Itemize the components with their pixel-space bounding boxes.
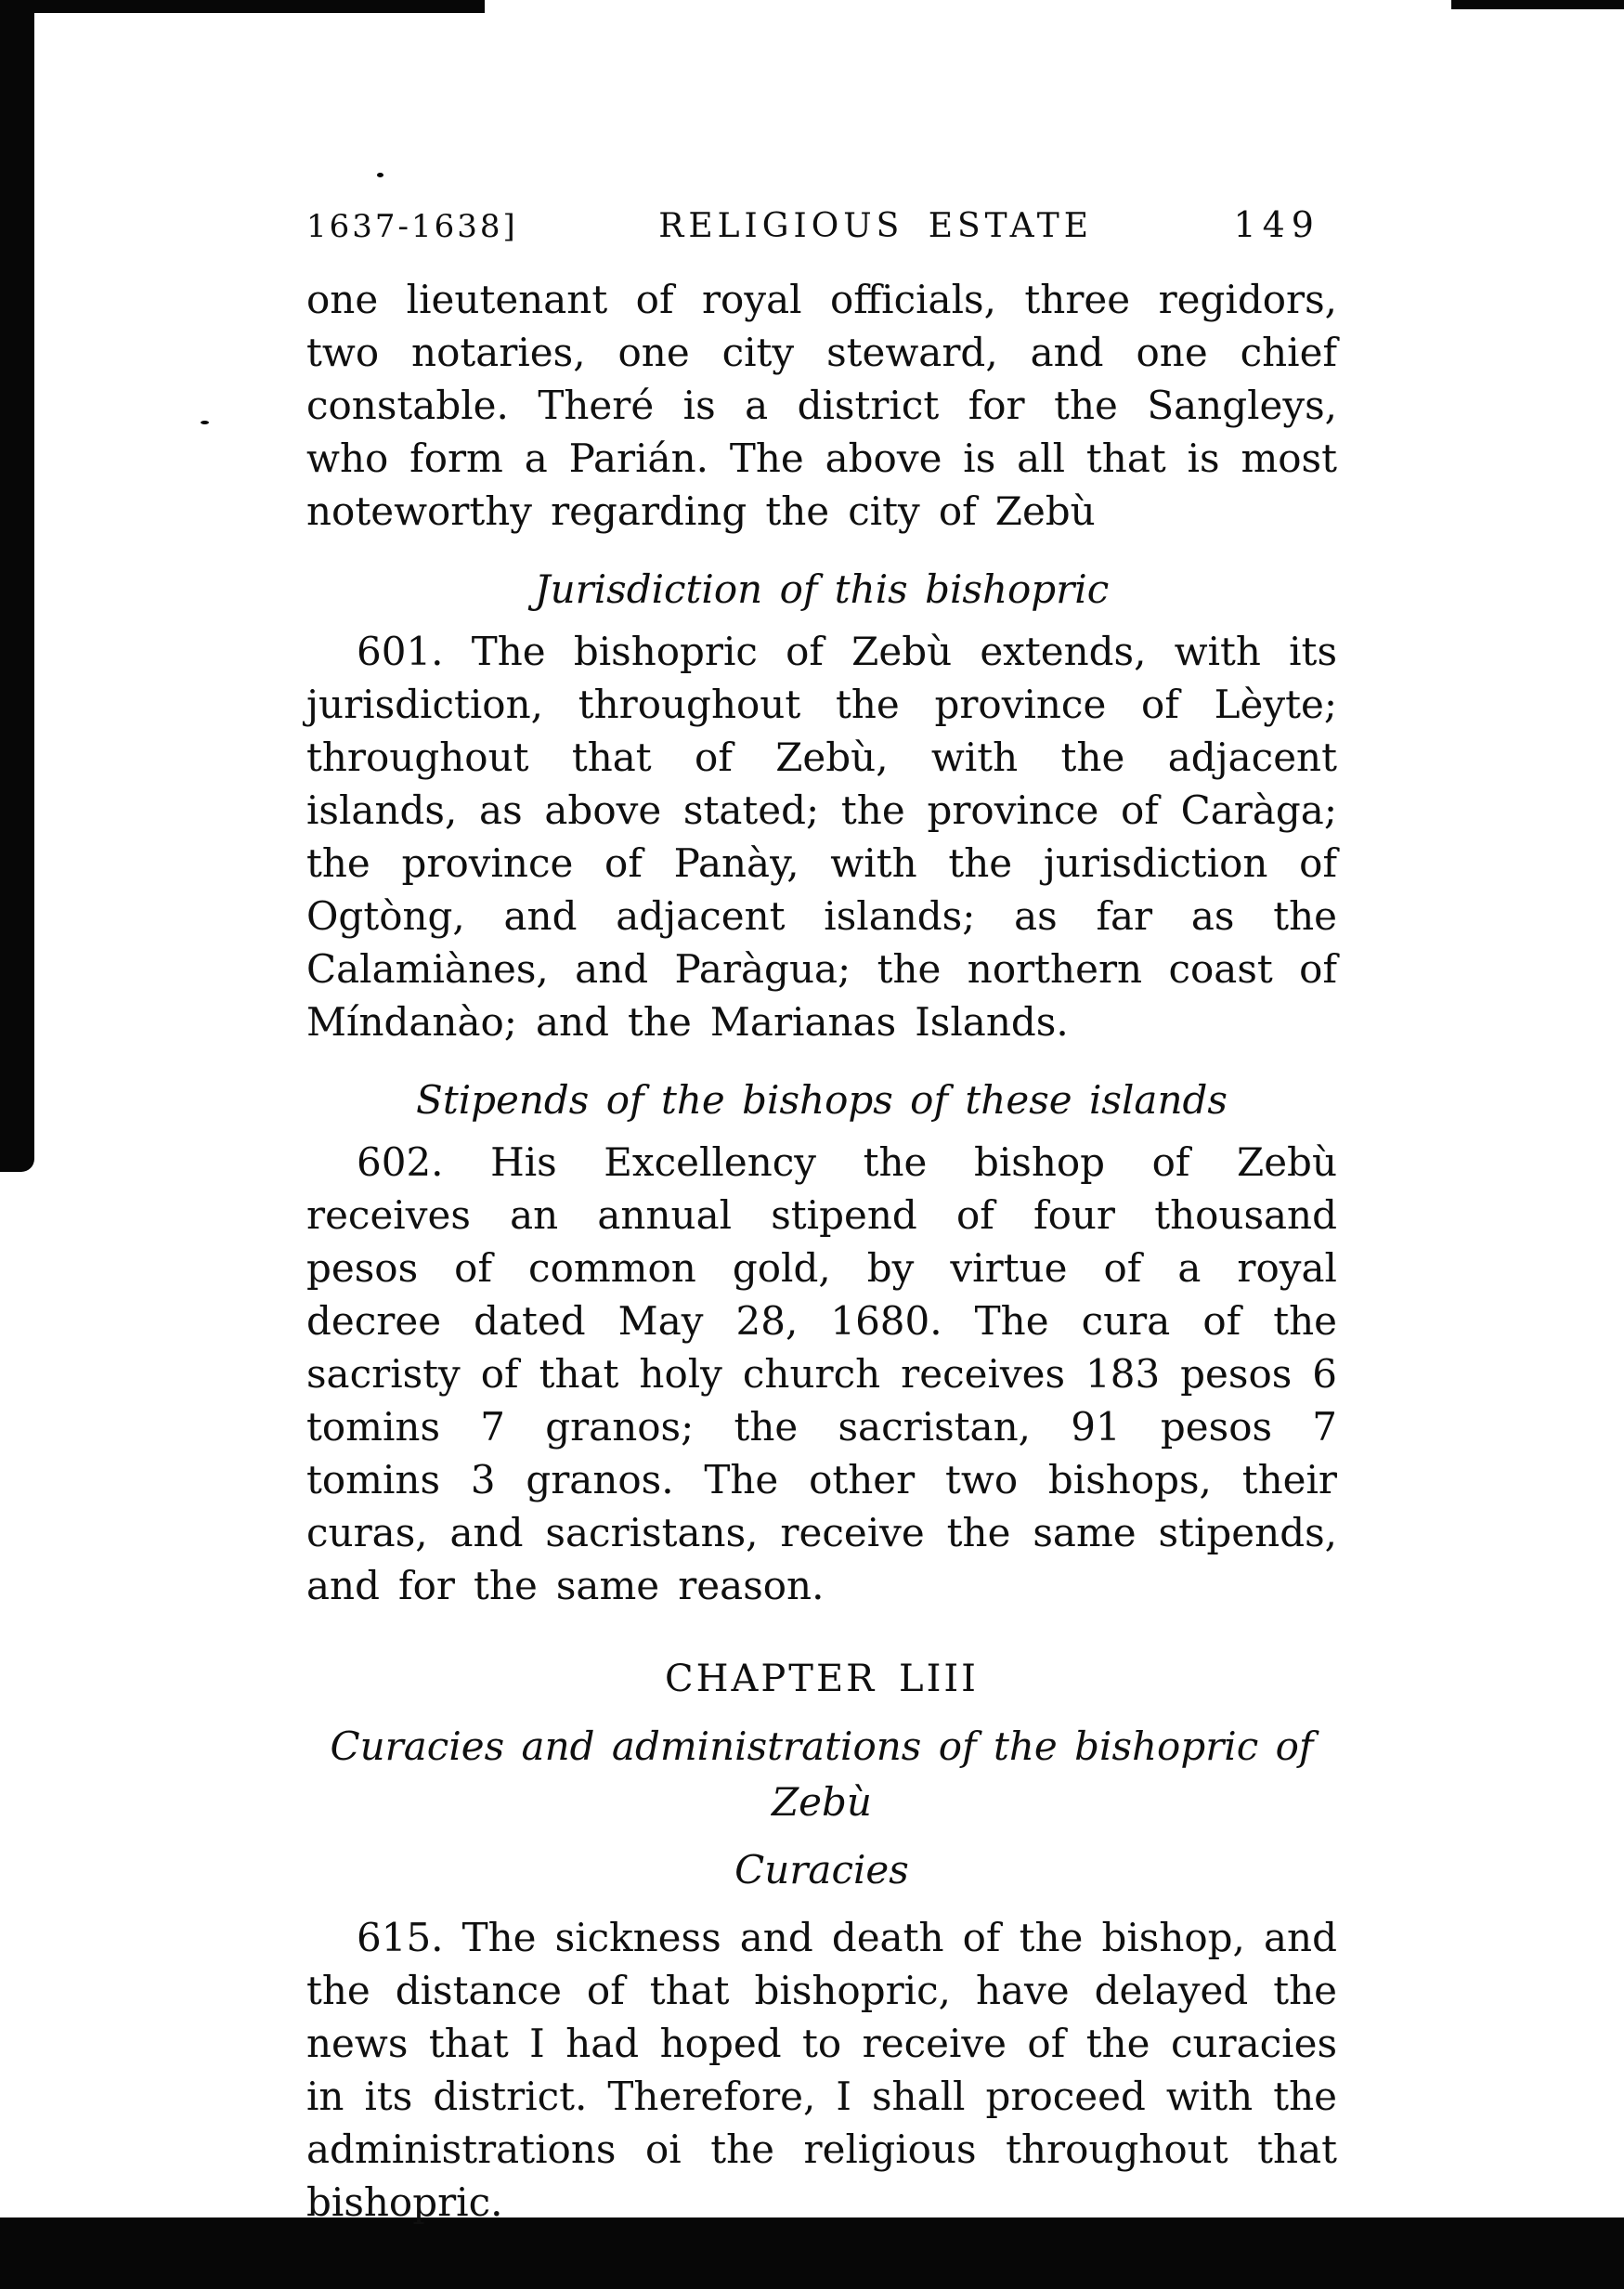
header-running-title: RELIGIOUS ESTATE (658, 207, 1094, 245)
header-page-number: 149 (1233, 204, 1320, 245)
paragraph-601: 601. The bishopric of Zebù extends, with its jurisdiction, throughout the province of Lèyte; throughout that of Zebù, with the adjacent islands, as above stated; the province of Caràga; the province of Panày, with the jurisdiction of Ogtòng, and adjacent islands; as far as the Calamiànes, and Paràgua; the northern coast of Míndanào; and the Marianas Islands. (306, 629, 1337, 1045)
text-column (306, 204, 1337, 2229)
chapter-subtitle-line1: Curacies and administrations of the bishopric of (330, 1723, 1314, 1769)
scan-artifact-speck (377, 173, 383, 177)
heading-stipends: Stipends of the bishops of these islands (416, 1077, 1228, 1123)
running-header (306, 204, 1337, 245)
scan-artifact-top-right-bar (1451, 0, 1624, 9)
paragraph-intro: one lieutenant of royal officials, three regidors, two notaries, one city steward, and one chief constable. Theré is a district for the Sangleys, who form a Parián. The above is all that is most noteworthy regarding the city of Zebù (306, 277, 1337, 534)
heading-jurisdiction: Jurisdiction of this bishopric (534, 566, 1110, 612)
section-heading-curacies: Curacies (734, 1847, 909, 1892)
scan-artifact-speck (201, 421, 209, 424)
scan-artifact-top-left-bar (0, 0, 485, 13)
chapter-subtitle-line2: Zebù (772, 1779, 872, 1825)
scan-artifact-left-bar (0, 0, 34, 1172)
header-date-range: 1637-1638] (306, 208, 518, 245)
chapter-heading: CHAPTER LIII (665, 1658, 979, 1700)
paragraph-602: 602. His Excellency the bishop of Zebù receives an annual stipend of four thousand pesos of common gold, by virtue of a royal decree dated May 28, 1680. The cura of the sacristy of that holy church receives 183 pesos 6 tomins 7 granos; the sacristan, 91 pesos 7 tomins 3 granos. The other two bishops, their curas, and sacristans, receive the same stipends, and for the same reason. (306, 1139, 1337, 1608)
paragraph-615: 615. The sickness and death of the bishop, and the distance of that bishopric, have delayed the news that I had hoped to receive of the curacies in its district. Therefore, I shall proceed with the administrations oi the religious throughout that bishopric. (306, 1915, 1337, 2225)
